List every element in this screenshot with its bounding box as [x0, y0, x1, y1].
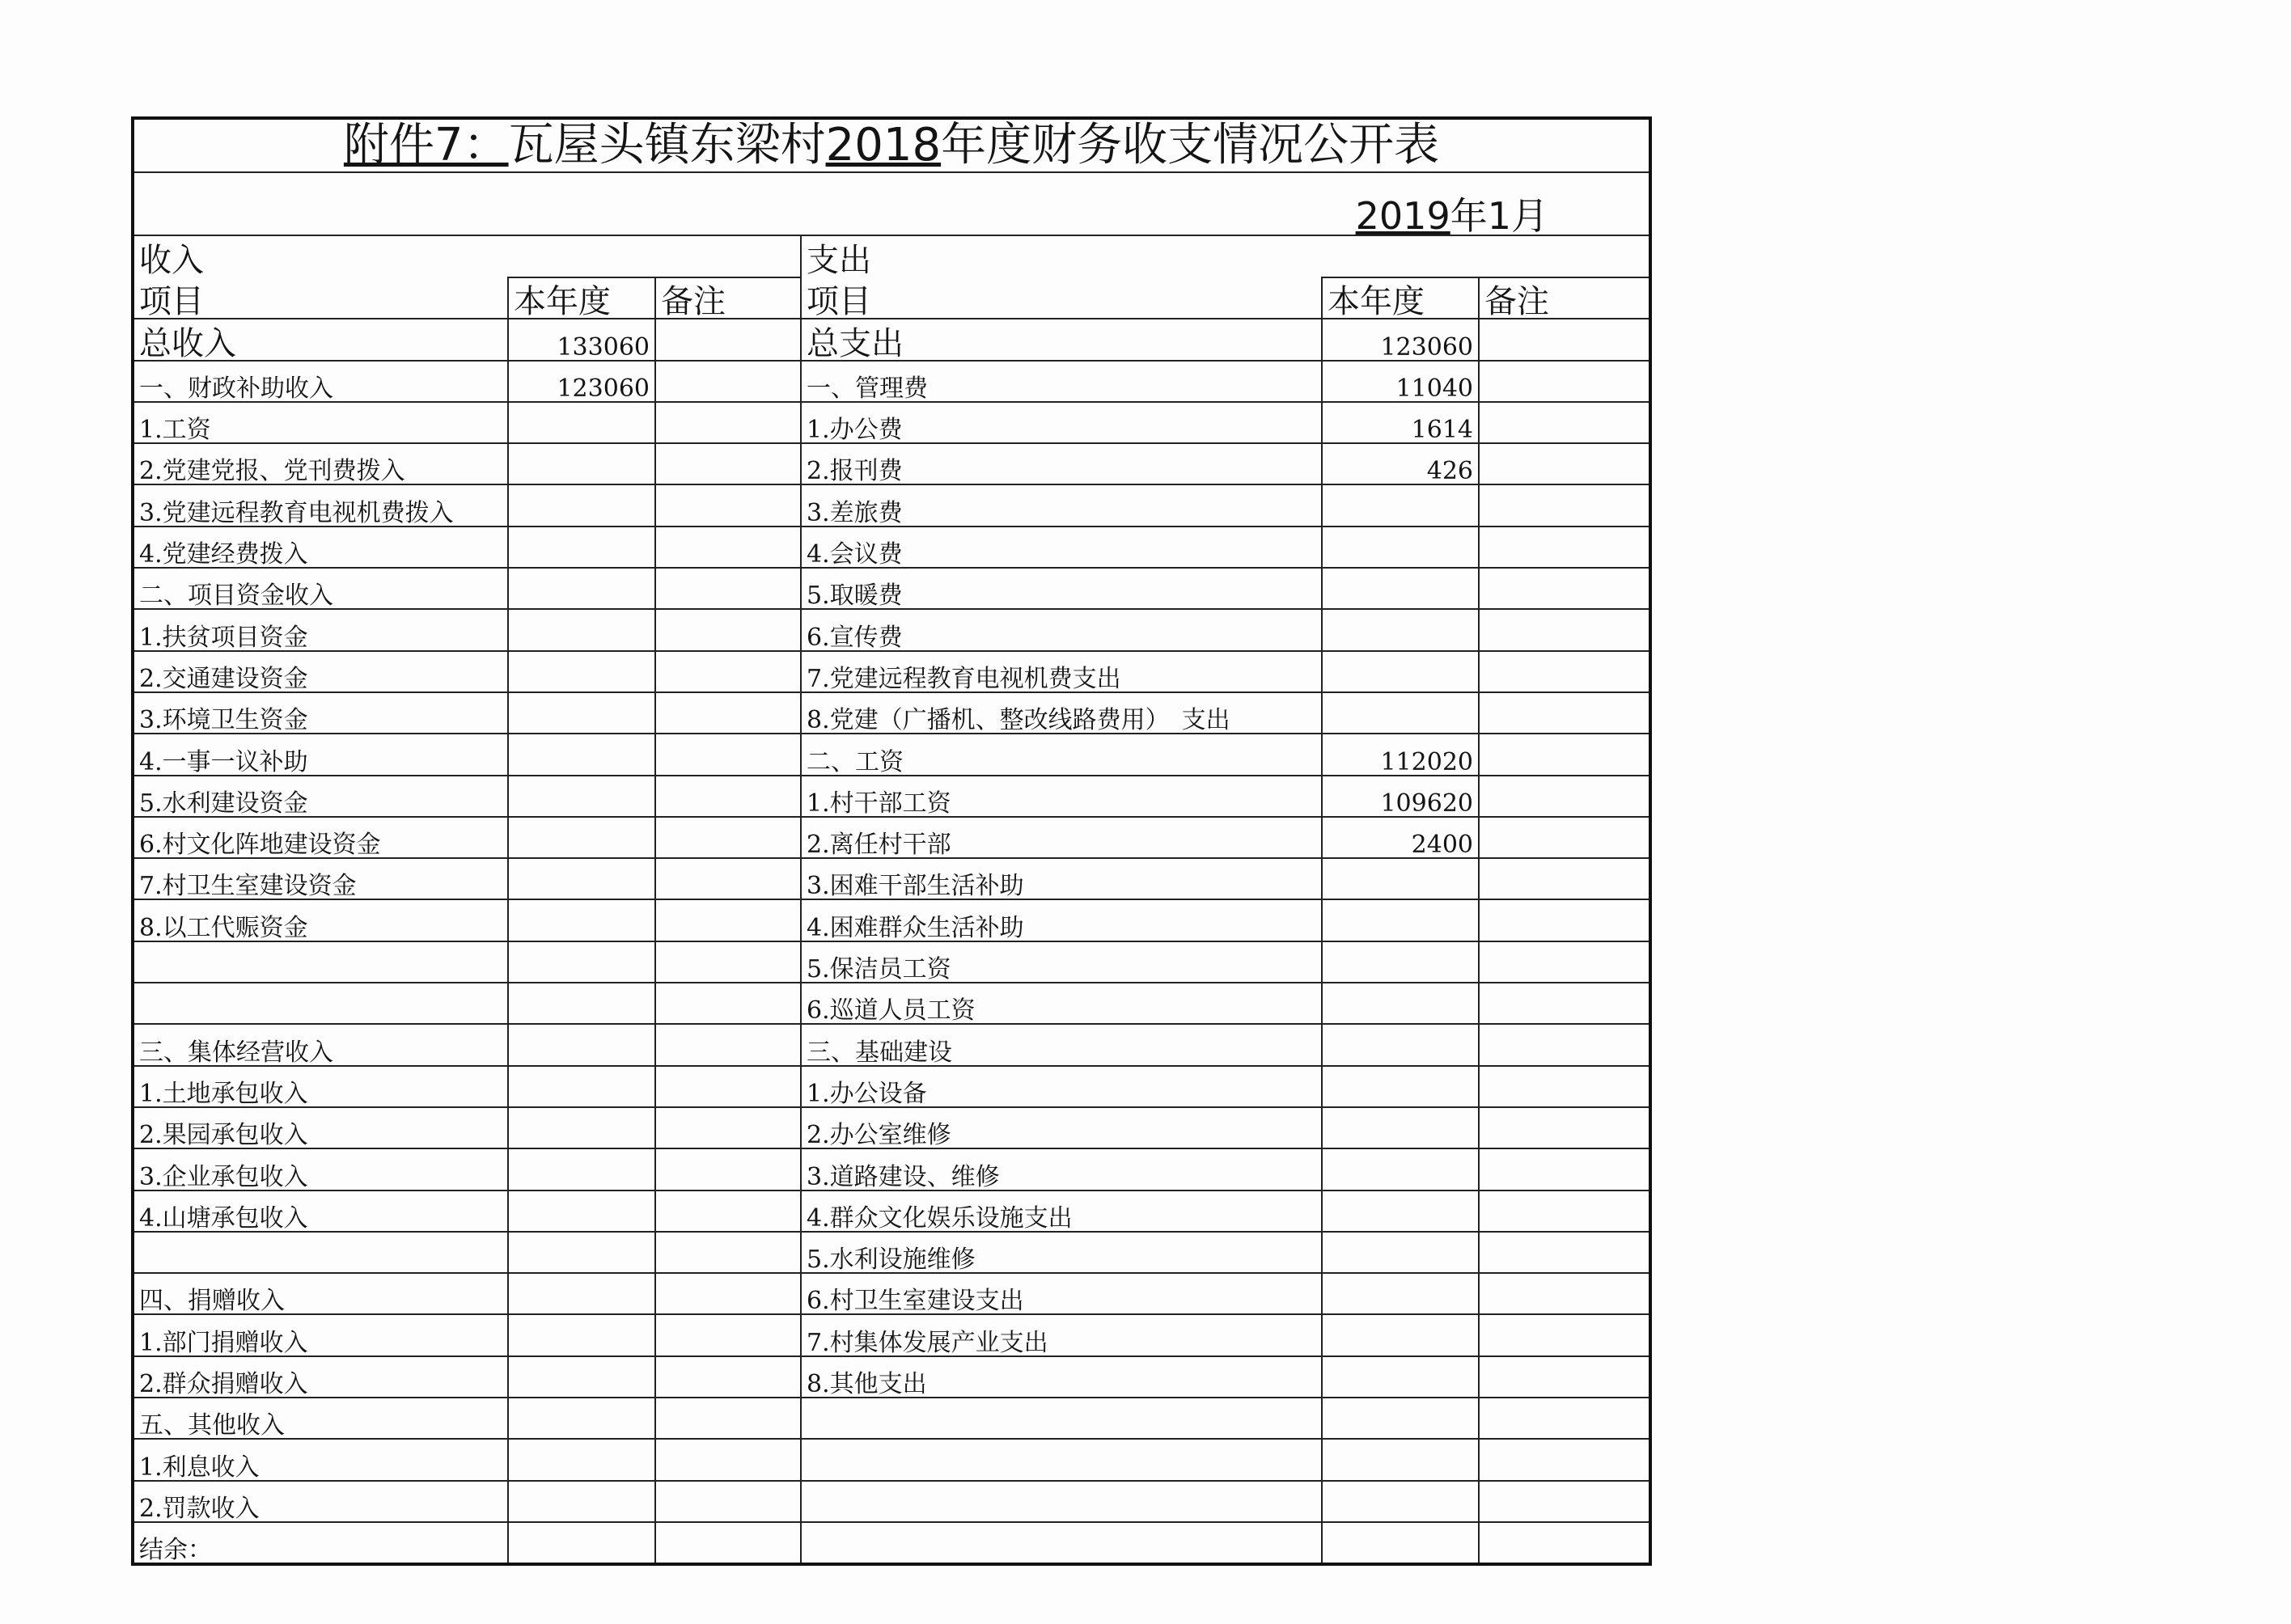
- income-amount-cell: [508, 1107, 655, 1148]
- table-row: [133, 568, 1650, 609]
- expense-amount-cell: [1322, 899, 1479, 941]
- income-note-cell: [655, 776, 801, 817]
- table-row: [133, 361, 1650, 402]
- income-amount-col-header: 本年度: [508, 277, 655, 319]
- income-amount-cell: [508, 734, 655, 775]
- expense-item-cell: 6.巡道人员工资: [801, 983, 1322, 1024]
- income-note-cell: [655, 609, 801, 650]
- income-amount-cell: [508, 817, 655, 858]
- income-item-cell: 1.工资: [133, 402, 508, 443]
- income-amount-cell: [508, 651, 655, 692]
- section-header-row: [133, 235, 1650, 277]
- income-note-cell: [655, 568, 801, 609]
- expense-note-cell: [1479, 692, 1650, 734]
- income-item-cell: 三、集体经营收入: [133, 1024, 508, 1065]
- income-item-cell: 7.村卫生室建设资金: [133, 858, 508, 899]
- income-amount-cell: [508, 692, 655, 734]
- expense-amount-cell: [1322, 1024, 1479, 1065]
- income-amount-cell: [508, 858, 655, 899]
- expense-note-col-header: 备注: [1479, 277, 1650, 319]
- table-row: [133, 1024, 1650, 1065]
- expense-item-cell: 二、工资: [801, 734, 1322, 775]
- income-note-cell: [655, 858, 801, 899]
- expense-note-cell: [1479, 527, 1650, 568]
- income-item-cell: 6.村文化阵地建设资金: [133, 817, 508, 858]
- expense-note-cell: [1479, 817, 1650, 858]
- income-note-cell: [655, 734, 801, 775]
- income-item-cell: 5.水利建设资金: [133, 776, 508, 817]
- expense-note-cell: [1479, 1522, 1650, 1564]
- expense-note-cell: [1479, 361, 1650, 402]
- income-note-cell: [655, 361, 801, 402]
- expense-item-cell: [801, 1522, 1322, 1564]
- income-note-cell: [655, 1066, 801, 1107]
- expense-amount-cell: 112020: [1322, 734, 1479, 775]
- expense-note-cell: [1479, 651, 1650, 692]
- income-item-cell: 2.交通建设资金: [133, 651, 508, 692]
- expense-section-header: 支出: [801, 235, 1650, 277]
- expense-note-cell: [1479, 776, 1650, 817]
- income-item-cell: 8.以工代赈资金: [133, 899, 508, 941]
- expense-amount-cell: [1322, 1398, 1479, 1439]
- table-row: [133, 1398, 1650, 1439]
- title-year: 2018: [825, 119, 942, 171]
- expense-item-cell: 7.村集体发展产业支出: [801, 1314, 1322, 1355]
- expense-item-cell: 2.办公室维修: [801, 1107, 1322, 1148]
- table-row: [133, 983, 1650, 1024]
- title-town: 瓦屋头镇东梁村: [508, 119, 826, 171]
- income-amount-cell: [508, 484, 655, 526]
- expense-item-cell: [801, 1439, 1322, 1480]
- expense-item-cell: 3.差旅费: [801, 484, 1322, 526]
- income-note-cell: [655, 443, 801, 484]
- income-amount-cell: [508, 1232, 655, 1273]
- table-row: [133, 1273, 1650, 1314]
- income-item-cell: 一、财政补助收入: [133, 361, 508, 402]
- income-amount-cell: [508, 776, 655, 817]
- income-item-cell: 二、项目资金收入: [133, 568, 508, 609]
- income-item-cell: 四、捐赠收入: [133, 1273, 508, 1314]
- table-row: [133, 1191, 1650, 1232]
- expense-amount-col-header: 本年度: [1322, 277, 1479, 319]
- expense-amount-cell: [1322, 568, 1479, 609]
- expense-item-cell: [801, 1398, 1322, 1439]
- expense-note-cell: [1479, 1273, 1650, 1314]
- income-note-cell: [655, 1191, 801, 1232]
- income-amount-cell: [508, 568, 655, 609]
- expense-amount-cell: [1322, 527, 1479, 568]
- income-item-cell: 1.部门捐赠收入: [133, 1314, 508, 1355]
- expense-item-cell: 5.保洁员工资: [801, 941, 1322, 983]
- expense-amount-cell: 1614: [1322, 402, 1479, 443]
- income-item-cell: 五、其他收入: [133, 1398, 508, 1439]
- table-row: [133, 1314, 1650, 1355]
- expense-item-cell: 4.困难群众生活补助: [801, 899, 1322, 941]
- expense-amount-cell: 2400: [1322, 817, 1479, 858]
- income-note-cell: [655, 1314, 801, 1355]
- income-note-col-header: 备注: [655, 277, 801, 319]
- income-amount-cell: [508, 1439, 655, 1480]
- expense-item-cell: 2.报刊费: [801, 443, 1322, 484]
- table-row: [133, 858, 1650, 899]
- income-amount-cell: [508, 899, 655, 941]
- expense-amount-cell: [1322, 1107, 1479, 1148]
- table-row: [133, 1439, 1650, 1480]
- income-item-cell: 2.果园承包收入: [133, 1107, 508, 1148]
- income-note-cell: [655, 1522, 801, 1564]
- table-row: [133, 609, 1650, 650]
- expense-amount-cell: [1322, 1481, 1479, 1522]
- expense-item-cell: 一、管理费: [801, 361, 1322, 402]
- expense-note-cell: [1479, 1356, 1650, 1398]
- income-amount-cell: [508, 1481, 655, 1522]
- expense-note-cell: [1479, 734, 1650, 775]
- expense-amount-cell: [1322, 1439, 1479, 1480]
- expense-note-cell: [1479, 1066, 1650, 1107]
- table-row: [133, 319, 1650, 360]
- income-item-cell: 3.环境卫生资金: [133, 692, 508, 734]
- income-item-col-header: 项目: [133, 277, 508, 319]
- expense-note-cell: [1479, 899, 1650, 941]
- income-item-cell: 1.土地承包收入: [133, 1066, 508, 1107]
- income-amount-cell: [508, 1066, 655, 1107]
- expense-amount-cell: [1322, 941, 1479, 983]
- expense-note-cell: [1479, 941, 1650, 983]
- expense-amount-cell: [1322, 1273, 1479, 1314]
- table-row: [133, 443, 1650, 484]
- expense-amount-cell: [1322, 1191, 1479, 1232]
- expense-amount-cell: [1322, 651, 1479, 692]
- expense-note-cell: [1479, 402, 1650, 443]
- expense-note-cell: [1479, 1314, 1650, 1355]
- expense-note-cell: [1479, 858, 1650, 899]
- table-row: [133, 1232, 1650, 1273]
- expense-item-cell: 4.会议费: [801, 527, 1322, 568]
- income-note-cell: [655, 1107, 801, 1148]
- income-note-cell: [655, 402, 801, 443]
- table-row: [133, 817, 1650, 858]
- income-item-cell: 2.党建党报、党刊费拨入: [133, 443, 508, 484]
- expense-amount-cell: 426: [1322, 443, 1479, 484]
- expense-item-cell: 6.村卫生室建设支出: [801, 1273, 1322, 1314]
- income-note-cell: [655, 484, 801, 526]
- income-note-cell: [655, 983, 801, 1024]
- expense-amount-cell: [1322, 1232, 1479, 1273]
- expense-item-cell: 2.离任村干部: [801, 817, 1322, 858]
- income-amount-cell: [508, 941, 655, 983]
- income-section-header: 收入: [133, 235, 801, 277]
- income-amount-cell: [508, 527, 655, 568]
- expense-item-cell: 4.群众文化娱乐设施支出: [801, 1191, 1322, 1232]
- report-date: [133, 172, 1650, 235]
- table-row: [133, 899, 1650, 941]
- income-item-cell: 1.扶贫项目资金: [133, 609, 508, 650]
- table-row: [133, 1107, 1650, 1148]
- income-amount-cell: [508, 1273, 655, 1314]
- income-amount-cell: [508, 1314, 655, 1355]
- expense-item-cell: 总支出: [801, 319, 1322, 360]
- income-amount-cell: [508, 1191, 655, 1232]
- column-header-row: [133, 277, 1650, 319]
- date-row: [133, 172, 1650, 235]
- income-item-cell: 2.群众捐赠收入: [133, 1356, 508, 1398]
- expense-note-cell: [1479, 1398, 1650, 1439]
- expense-amount-cell: [1322, 1066, 1479, 1107]
- expense-item-cell: 5.水利设施维修: [801, 1232, 1322, 1273]
- income-note-cell: [655, 941, 801, 983]
- income-amount-cell: [508, 609, 655, 650]
- table-row: [133, 527, 1650, 568]
- expense-item-cell: [801, 1481, 1322, 1522]
- expense-item-cell: 3.道路建设、维修: [801, 1148, 1322, 1190]
- expense-note-cell: [1479, 1232, 1650, 1273]
- expense-amount-cell: [1322, 1148, 1479, 1190]
- income-item-cell: [133, 983, 508, 1024]
- expense-note-cell: [1479, 1481, 1650, 1522]
- income-amount-cell: [508, 402, 655, 443]
- page-title: [133, 118, 1650, 172]
- expense-item-cell: 3.困难干部生活补助: [801, 858, 1322, 899]
- expense-note-cell: [1479, 1148, 1650, 1190]
- expense-note-cell: [1479, 1024, 1650, 1065]
- income-note-cell: [655, 817, 801, 858]
- expense-note-cell: [1479, 568, 1650, 609]
- expense-amount-cell: [1322, 692, 1479, 734]
- expense-item-cell: 三、基础建设: [801, 1024, 1322, 1065]
- expense-item-cell: 1.村干部工资: [801, 776, 1322, 817]
- income-note-cell: [655, 1232, 801, 1273]
- income-item-cell: 总收入: [133, 319, 508, 360]
- expense-item-cell: 1.办公费: [801, 402, 1322, 443]
- finance-disclosure-sheet: [131, 116, 1649, 1566]
- income-note-cell: [655, 1481, 801, 1522]
- table-row: [133, 402, 1650, 443]
- expense-amount-cell: [1322, 609, 1479, 650]
- income-amount-cell: [508, 1148, 655, 1190]
- income-item-cell: [133, 1232, 508, 1273]
- income-note-cell: [655, 1439, 801, 1480]
- expense-amount-cell: 11040: [1322, 361, 1479, 402]
- expense-item-cell: 8.党建（广播机、整改线路费用） 支出: [801, 692, 1322, 734]
- table-row: [133, 734, 1650, 775]
- income-amount-cell: [508, 1522, 655, 1564]
- income-item-cell: 结余：: [133, 1522, 508, 1564]
- table-row: [133, 1481, 1650, 1522]
- finance-table: [131, 116, 1652, 1566]
- income-item-cell: 4.山塘承包收入: [133, 1191, 508, 1232]
- title-suffix: 年度财务收支情况公开表: [941, 119, 1440, 171]
- income-amount-cell: [508, 983, 655, 1024]
- income-item-cell: 2.罚款收入: [133, 1481, 508, 1522]
- income-amount-cell: 123060: [508, 361, 655, 402]
- table-row: [133, 776, 1650, 817]
- expense-amount-cell: [1322, 1314, 1479, 1355]
- income-note-cell: [655, 651, 801, 692]
- expense-note-cell: [1479, 1439, 1650, 1480]
- income-amount-cell: 133060: [508, 319, 655, 360]
- table-row: [133, 651, 1650, 692]
- income-note-cell: [655, 899, 801, 941]
- expense-item-col-header: 项目: [801, 277, 1322, 319]
- income-note-cell: [655, 1024, 801, 1065]
- expense-note-cell: [1479, 1191, 1650, 1232]
- table-row: [133, 1148, 1650, 1190]
- expense-item-cell: 5.取暖费: [801, 568, 1322, 609]
- income-item-cell: 3.党建远程教育电视机费拨入: [133, 484, 508, 526]
- income-item-cell: 4.党建经费拨入: [133, 527, 508, 568]
- table-row: [133, 1522, 1650, 1564]
- expense-item-cell: 6.宣传费: [801, 609, 1322, 650]
- expense-amount-cell: [1322, 484, 1479, 526]
- income-note-cell: [655, 527, 801, 568]
- table-row: [133, 484, 1650, 526]
- expense-amount-cell: 109620: [1322, 776, 1479, 817]
- income-item-cell: [133, 941, 508, 983]
- date-month: 年1月: [1450, 194, 1548, 235]
- title-row: [133, 118, 1650, 172]
- expense-amount-cell: [1322, 983, 1479, 1024]
- income-item-cell: 3.企业承包收入: [133, 1148, 508, 1190]
- table-row: [133, 692, 1650, 734]
- expense-amount-cell: [1322, 858, 1479, 899]
- expense-item-cell: 8.其他支出: [801, 1356, 1322, 1398]
- income-note-cell: [655, 1398, 801, 1439]
- income-amount-cell: [508, 1356, 655, 1398]
- expense-item-cell: 1.办公设备: [801, 1066, 1322, 1107]
- income-note-cell: [655, 692, 801, 734]
- expense-item-cell: 7.党建远程教育电视机费支出: [801, 651, 1322, 692]
- income-note-cell: [655, 1148, 801, 1190]
- expense-note-cell: [1479, 609, 1650, 650]
- income-amount-cell: [508, 443, 655, 484]
- expense-note-cell: [1479, 983, 1650, 1024]
- expense-note-cell: [1479, 484, 1650, 526]
- expense-note-cell: [1479, 319, 1650, 360]
- expense-amount-cell: [1322, 1522, 1479, 1564]
- income-item-cell: 4.一事一议补助: [133, 734, 508, 775]
- table-row: [133, 1066, 1650, 1107]
- table-row: [133, 941, 1650, 983]
- income-amount-cell: [508, 1398, 655, 1439]
- title-prefix: 附件7：: [343, 119, 509, 171]
- expense-amount-cell: [1322, 1356, 1479, 1398]
- date-year: 2019: [1355, 194, 1450, 235]
- income-amount-cell: [508, 1024, 655, 1065]
- expense-note-cell: [1479, 1107, 1650, 1148]
- expense-note-cell: [1479, 443, 1650, 484]
- income-note-cell: [655, 1273, 801, 1314]
- table-row: [133, 1356, 1650, 1398]
- income-note-cell: [655, 1356, 801, 1398]
- income-item-cell: 1.利息收入: [133, 1439, 508, 1480]
- expense-amount-cell: 123060: [1322, 319, 1479, 360]
- income-note-cell: [655, 319, 801, 360]
